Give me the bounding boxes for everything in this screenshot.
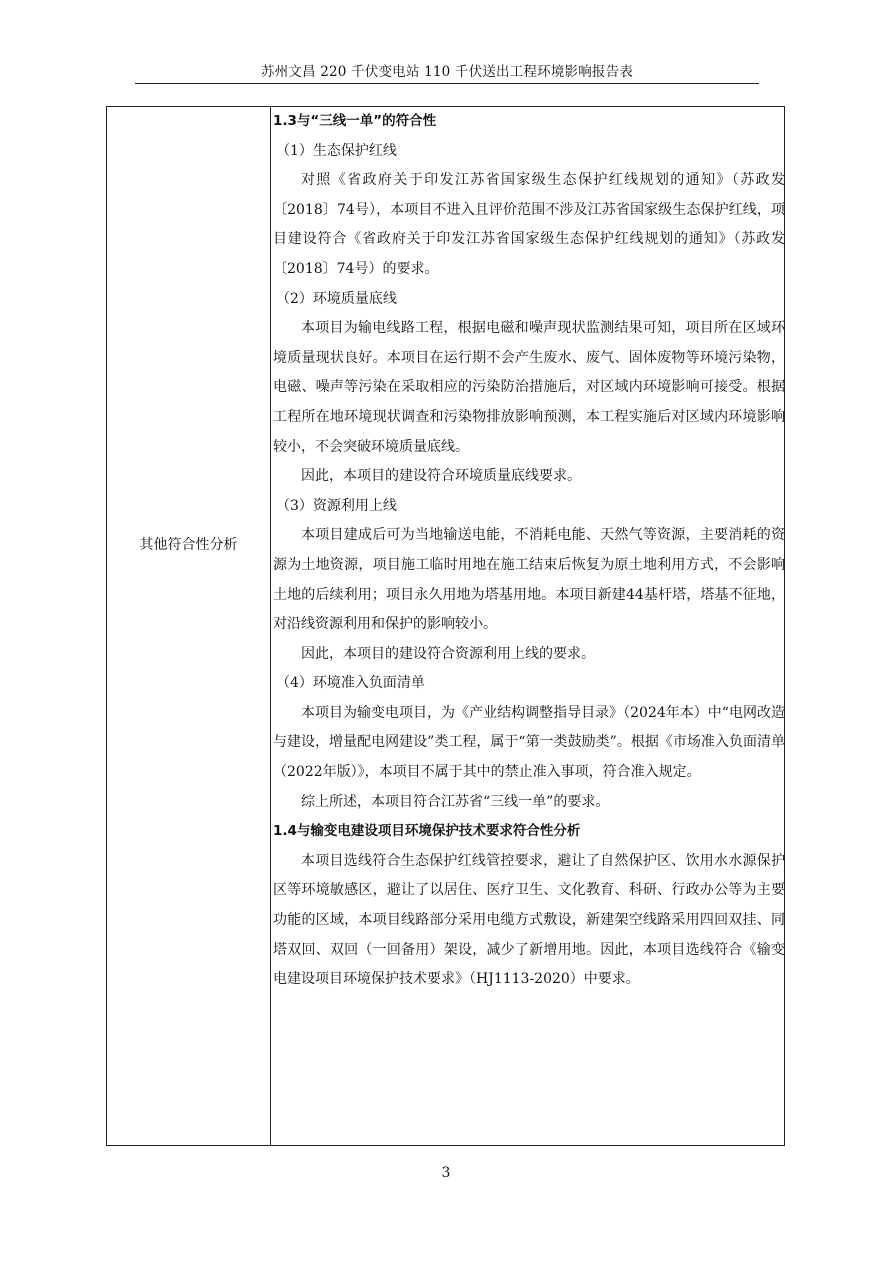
subheading-negative-list: （4）环境准入负面清单 — [276, 675, 425, 692]
document-header: 苏州文昌 220 千伏变电站 110 千伏送出工程环境影响报告表 — [260, 64, 634, 80]
section-heading-1-4: 1.4与输变电建设项目环境保护技术要求符合性分析 — [273, 823, 581, 840]
paragraph-resource-conclusion: 因此，本项目的建设符合资源利用上线的要求。 — [301, 645, 595, 662]
subheading-environmental-quality: （2）环境质量底线 — [276, 290, 397, 307]
paragraph-environmental-quality: 本项目为输电线路工程，根据电磁和噪声现状监测结果可知，项目所在区域环境质量现状良好。本项目在运行期不会产生废水、废气、固体废物等环境污染物，电磁、噪声等污染在采取相应的污染防治措施后，对区域内环境影响可接受。根据工程所在地环境现状调查和污染物排放影响预测，本工程实施后对区域内环境影响较小，不会突破环境质量底线。 — [273, 320, 785, 455]
paragraph-quality-conclusion: 因此，本项目的建设符合环境质量底线要求。 — [301, 468, 581, 485]
subheading-resource-limit: （3）资源利用上线 — [276, 497, 397, 514]
header-rule — [135, 83, 759, 84]
subheading-ecological-redline: （1）生态保护红线 — [276, 142, 397, 159]
paragraph-technical-requirements: 本项目选线符合生态保护红线管控要求，避让了自然保护区、饮用水水源保护区等环境敏感区，避让了以居住、医疗卫生、文化教育、科研、行政办公等为主要功能的区域，本项目线路部分采用电缆方式敷设，新建架空线路采用四回双挂、同塔双回、双回（一回备用）架设，减少了新增用地。因此，本项目选线符合《输变电建设项目环境保护技术要求》（HJ1113-2020）中要求。 — [273, 852, 785, 988]
paragraph-summary: 综上所述，本项目符合江苏省“三线一单”的要求。 — [301, 793, 610, 810]
page-number: 3 — [441, 1165, 451, 1181]
section-heading-1-3: 1.3与“三线一单”的符合性 — [273, 113, 437, 129]
paragraph-negative-list: 本项目为输变电项目，为《产业结构调整指导目录》（2024年本）中“电网改造与建设，增量配电网建设”类工程，属于“第一类鼓励类”。根据《市场准入负面清单（2022年版）》，本项目不属于其中的禁止准入事项，符合准入规定。 — [273, 704, 785, 781]
row-label-other-compliance: 其他符合性分析 — [139, 537, 238, 553]
compliance-content — [273, 107, 785, 995]
paragraph-resource-limit: 本项目建成后可为当地输送电能，不消耗电能、天然气等资源，主要消耗的资源为土地资源，项目施工临时用地在施工结束后恢复为原土地利用方式，不会影响土地的后续利用；项目永久用地为塔基用地。本项目新建44基杆塔，塔基不征地，对沿线资源利用和保护的影响较小。 — [273, 527, 785, 633]
paragraph-ecological-redline: 对照《省政府关于印发江苏省国家级生态保护红线规划的通知》（苏政发〔2018〕74号），本项目不进入且评价范围不涉及江苏省国家级生态保护红线，项目建设符合《省政府关于印发江苏省国家级生态保护红线规划的通知》（苏政发〔2018〕74号）的要求。 — [273, 172, 785, 277]
table-column-divider — [270, 106, 271, 1146]
